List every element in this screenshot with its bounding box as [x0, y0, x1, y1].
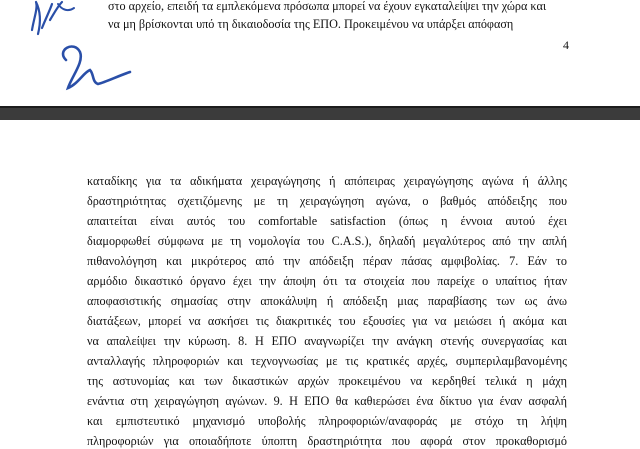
text-line: ανταλλαγής πληροφοριών και τεχνογνωσίας με τις κρατικές αρχές, συμπεριλαμβανομένης — [87, 354, 567, 368]
text-line: ενάντια στη χειραγώγηση αγώνων. 9. Η ΕΠΟ θα καθιερώσει ένα δίκτυο για έναν ασφαλή — [87, 394, 567, 408]
text-line: στο αρχείο, επειδή τα εμπλεκόμενα πρόσωπα μπορεί να έχουν εγκαταλείψει την χώρα και — [108, 0, 547, 13]
text-line: και εμπιστευτικό μηχανισμό υποβολής πληροφοριών/αναφοράς με στόχο τη λήψη — [87, 414, 567, 428]
text-line: δραστηριότητας σχετιζόμενης με τη χειραγώγηση αγώνα, ο βαθμός απόδειξης που — [87, 194, 567, 208]
document-page — [0, 120, 640, 448]
text-line: καταδίκης για τα αδικήματα χειραγώγησης ή απόπειρας χειραγώγησης αγώνα ή άλλης — [87, 174, 567, 188]
text-line: πληροφοριών για οποιαδήποτε ύποπτη δραστηριότητα που αφορά στον προκαθορισμό — [87, 434, 567, 448]
text-line: απαιτείται είναι αυτός του comfortable satisfaction (όπως η έννοια αυτού έχει — [87, 214, 567, 228]
page-number: 4 — [563, 38, 569, 52]
text-line: αποφασιστικής σημασίας στην αποκάλυψη ή απόδειξη μιας παραβίασης των ως άνω — [87, 294, 567, 308]
text-line: αρμόδιο δικαστικό όργανο έχει την άποψη ότι τα στοιχεία που παρείχε ο υπαίτιος ήταν — [87, 274, 567, 288]
text-line: της αστυνομίας και των δικαστικών αρχών προκειμένου να κερδηθεί τελικά η μάχη — [87, 374, 567, 388]
handwritten-signature — [28, 0, 148, 96]
text-line: να μη βρίσκονται υπό τη δικαιοδοσία της ΕΠΟ. Προκειμένου να υπάρξει απόφαση — [108, 17, 514, 31]
previous-page-fragment — [0, 0, 640, 106]
text-line: να απαλείψει την κύρωση. 8. Η ΕΠΟ αναγνωρίζει την ανάγκη στενής συνεργασίας και — [87, 334, 567, 348]
text-line: διατάξεων, μπορεί να ασκήσει τις διακριτικές του εξουσίες για να μειώσει ή ακόμα και — [87, 314, 567, 328]
text-line: διαμορφωθεί σύμφωνα με τη νομολογία του C.A.S.), δηλαδή μεγαλύτερος από την απλή — [87, 234, 567, 248]
text-line: πιθανολόγηση και μικρότερος από την απόδειξη πέραν πάσας αμφιβολίας. 7. Εάν το — [87, 254, 567, 268]
